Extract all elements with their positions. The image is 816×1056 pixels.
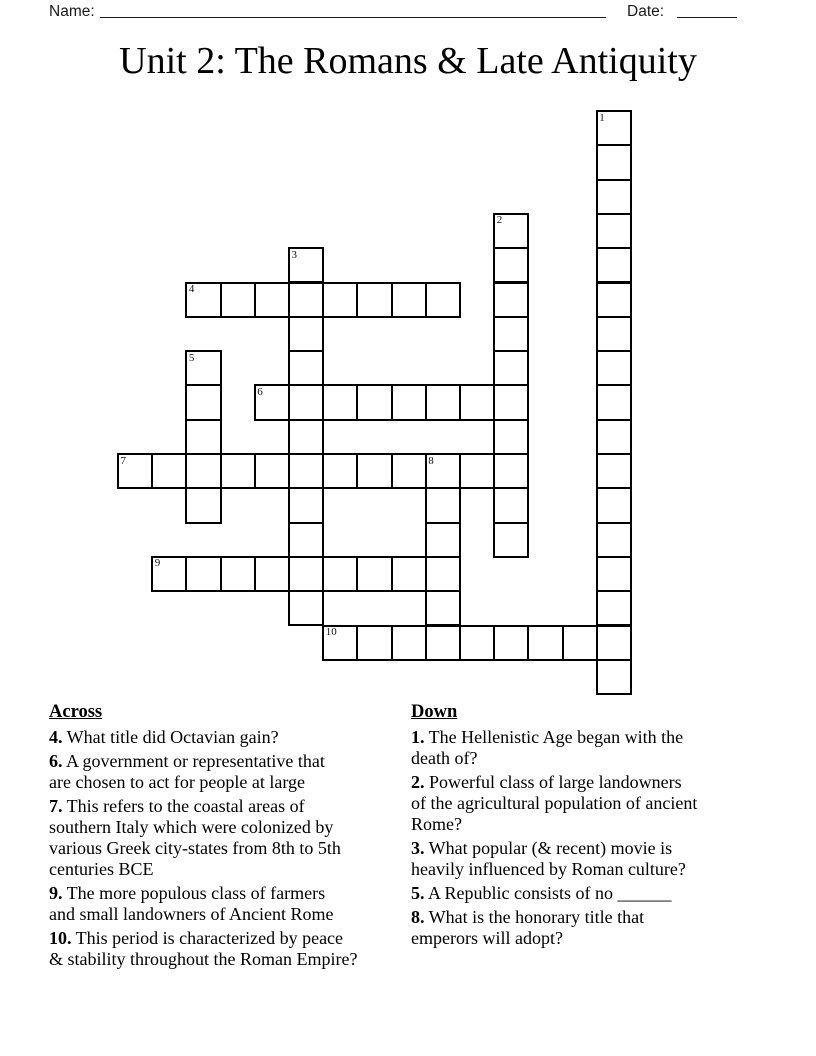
grid-cell[interactable] xyxy=(596,625,632,661)
grid-cell[interactable] xyxy=(425,590,461,626)
grid-cell[interactable] xyxy=(493,487,529,523)
grid-cell[interactable] xyxy=(322,625,358,661)
grid-cell[interactable] xyxy=(596,282,632,318)
grid-cell[interactable] xyxy=(254,384,290,420)
clue-number: 6. xyxy=(49,751,63,771)
grid-cell[interactable] xyxy=(185,556,221,592)
clue-number: 10. xyxy=(49,928,72,948)
clue-number: 1. xyxy=(411,727,425,747)
cell-number: 6 xyxy=(257,385,263,398)
grid-cell[interactable] xyxy=(288,247,324,283)
grid-cell[interactable] xyxy=(322,384,358,420)
grid-cell[interactable] xyxy=(356,384,392,420)
across-clue-7: 7. This refers to the coastal areas of southern Italy which were colonized by various Greek city-states from 8th to 5th centuries BCE xyxy=(49,796,341,879)
grid-cell[interactable] xyxy=(493,625,529,661)
grid-cell[interactable] xyxy=(288,384,324,420)
grid-cell[interactable] xyxy=(596,384,632,420)
grid-cell[interactable] xyxy=(288,590,324,626)
grid-cell[interactable] xyxy=(459,384,495,420)
down-clue-1: 1. The Hellenistic Age began with the death of? xyxy=(411,727,684,768)
grid-cell[interactable] xyxy=(117,453,153,489)
grid-cell[interactable] xyxy=(220,556,256,592)
grid-cell[interactable] xyxy=(356,453,392,489)
grid-cell[interactable] xyxy=(596,350,632,386)
name-label: Name: xyxy=(49,3,95,20)
grid-cell[interactable] xyxy=(391,556,427,592)
grid-cell[interactable] xyxy=(220,282,256,318)
grid-cell[interactable] xyxy=(391,384,427,420)
across-clues-section xyxy=(49,701,357,973)
grid-cell[interactable] xyxy=(288,316,324,352)
grid-cell[interactable] xyxy=(459,625,495,661)
grid-cell[interactable] xyxy=(288,350,324,386)
clue-number: 5. xyxy=(411,883,425,903)
grid-cell[interactable] xyxy=(596,453,632,489)
grid-cell[interactable] xyxy=(493,213,529,249)
grid-cell[interactable] xyxy=(356,625,392,661)
grid-cell[interactable] xyxy=(322,453,358,489)
clue-number: 7. xyxy=(49,796,63,816)
clue-number: 4. xyxy=(49,727,63,747)
across-heading: Across xyxy=(49,702,103,722)
cell-number: 1 xyxy=(599,111,605,124)
cell-number: 8 xyxy=(428,454,434,467)
grid-cell[interactable] xyxy=(562,625,598,661)
grid-cell[interactable] xyxy=(185,350,221,386)
grid-cell[interactable] xyxy=(254,556,290,592)
grid-cell[interactable] xyxy=(596,316,632,352)
grid-cell[interactable] xyxy=(391,625,427,661)
across-clue-list xyxy=(49,727,357,970)
across-clue-6: 6. A government or representative that are chosen to act for people at large xyxy=(49,751,325,792)
clue-number: 8. xyxy=(411,907,425,927)
grid-cell[interactable] xyxy=(288,522,324,558)
grid-cell[interactable] xyxy=(356,282,392,318)
grid-cell[interactable] xyxy=(322,556,358,592)
grid-cell[interactable] xyxy=(254,453,290,489)
grid-cell[interactable] xyxy=(425,556,461,592)
down-clue-5: 5. A Republic consists of no ______ xyxy=(411,883,672,903)
across-clue-10: 10. This period is characterized by peace & stability throughout the Roman Empire? xyxy=(49,928,358,969)
grid-cell[interactable] xyxy=(596,144,632,180)
grid-cell[interactable] xyxy=(596,213,632,249)
grid-cell[interactable] xyxy=(220,453,256,489)
grid-cell[interactable] xyxy=(288,282,324,318)
grid-cell[interactable] xyxy=(596,659,632,695)
grid-cell[interactable] xyxy=(288,487,324,523)
grid-cell[interactable] xyxy=(288,556,324,592)
grid-cell[interactable] xyxy=(391,282,427,318)
grid-cell[interactable] xyxy=(425,522,461,558)
grid-cell[interactable] xyxy=(493,419,529,455)
cell-number: 7 xyxy=(120,454,126,467)
grid-cell[interactable] xyxy=(288,453,324,489)
grid-cell[interactable] xyxy=(493,522,529,558)
cell-number: 4 xyxy=(188,283,195,295)
cell-number: 5 xyxy=(188,351,195,364)
grid-cell[interactable] xyxy=(493,247,529,283)
grid-cell[interactable] xyxy=(493,282,529,318)
grid-cell[interactable] xyxy=(596,419,632,455)
date-fill-line[interactable] xyxy=(677,17,737,18)
down-clue-8: 8. What is the honorary title that emperors will adopt? xyxy=(411,907,645,948)
down-clues-section xyxy=(411,701,697,952)
grid-cell[interactable] xyxy=(596,556,632,592)
grid-cell[interactable] xyxy=(185,487,221,523)
grid-cell[interactable] xyxy=(322,282,358,318)
grid-cell[interactable] xyxy=(596,179,632,215)
name-fill-line[interactable] xyxy=(100,17,606,18)
grid-cell[interactable] xyxy=(151,556,187,592)
across-clue-4: 4. What title did Octavian gain? xyxy=(49,727,279,747)
grid-cell[interactable] xyxy=(425,625,461,661)
grid-cell[interactable] xyxy=(459,453,495,489)
down-clue-list xyxy=(411,727,697,949)
grid-cell[interactable] xyxy=(288,419,324,455)
grid-cell[interactable] xyxy=(185,282,221,318)
grid-cell[interactable] xyxy=(254,282,290,318)
grid-cell[interactable] xyxy=(391,453,427,489)
cell-number: 9 xyxy=(154,557,161,570)
grid-cell[interactable] xyxy=(356,556,392,592)
across-clue-9: 9. The more populous class of farmers and small landowners of Ancient Rome xyxy=(49,883,334,924)
grid-cell[interactable] xyxy=(596,487,632,523)
grid-cell[interactable] xyxy=(493,453,529,489)
grid-cell[interactable] xyxy=(151,453,187,489)
grid-cell[interactable] xyxy=(425,453,461,489)
down-clue-3: 3. What popular (& recent) movie is heavily influenced by Roman culture? xyxy=(411,838,686,879)
grid-cell[interactable] xyxy=(596,590,632,626)
cell-number: 10 xyxy=(325,626,337,638)
grid-cell[interactable] xyxy=(493,316,529,352)
grid-cell[interactable] xyxy=(493,350,529,386)
grid-cell[interactable] xyxy=(596,110,632,146)
clue-number: 9. xyxy=(49,883,63,903)
grid-cell[interactable] xyxy=(596,247,632,283)
down-clue-2: 2. Powerful class of large landowners of the agricultural population of ancient Rome? xyxy=(411,772,698,834)
grid-cell[interactable] xyxy=(185,419,221,455)
grid-cell[interactable] xyxy=(596,522,632,558)
date-label: Date: xyxy=(627,3,665,20)
clue-number: 2. xyxy=(411,772,425,792)
grid-cell[interactable] xyxy=(185,453,221,489)
grid-cell[interactable] xyxy=(527,625,563,661)
grid-cell[interactable] xyxy=(425,384,461,420)
cell-number: 3 xyxy=(291,248,297,261)
grid-cell[interactable] xyxy=(185,384,221,420)
cell-number: 2 xyxy=(496,214,503,227)
page-title: Unit 2: The Romans & Late Antiquity xyxy=(119,40,697,82)
clue-number: 3. xyxy=(411,838,425,858)
grid-cell[interactable] xyxy=(425,487,461,523)
down-heading: Down xyxy=(411,702,458,722)
grid-cell[interactable] xyxy=(493,384,529,420)
grid-cell[interactable] xyxy=(425,282,461,318)
